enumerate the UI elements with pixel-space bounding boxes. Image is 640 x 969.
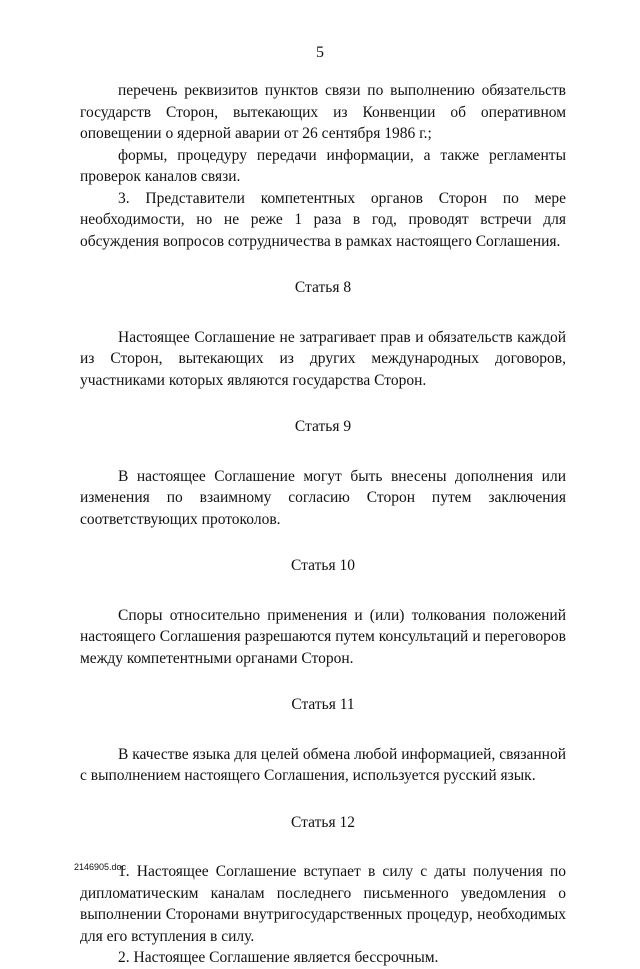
paragraph: Настоящее Соглашение не затрагивает прав и обязательств каждой из Сторон, вытекающих из других международных договоров, участниками которых являются государства Сторон. — [80, 328, 566, 389]
paragraph: 3. Представители компетентных органов Сторон по мере необходимости, но не реже 1 раза в год, проводят встречи для обсуждения вопросов сотрудничества в рамках настоящего Соглашения. — [80, 189, 566, 250]
article-heading: Статья 12 — [291, 813, 355, 831]
file-name-footer: 2146905.doc — [74, 862, 127, 872]
page-number: 5 — [316, 44, 324, 61]
article-heading: Статья 9 — [294, 418, 352, 435]
paragraph: перечень реквизитов пунктов связи по выполнению обязательств государств Сторон, вытекающих из Конвенции об оперативном оповещении о ядерной аварии от 26 сентября 1986 г.; — [80, 82, 566, 142]
article-heading: Статья 8 — [294, 279, 352, 296]
paragraph: 2. Настоящее Соглашение является бессрочным. — [118, 949, 439, 966]
article-heading: Статья 10 — [291, 557, 355, 574]
paragraph: Споры относительно применения и (или) толкования положений настоящего Соглашения разрешаются путем консультаций и переговоров между компетентными органами Сторон. — [80, 606, 566, 667]
document-body — [80, 80, 566, 969]
paragraph: В качестве языка для целей обмена любой информацией, связанной с выполнением настоящего Соглашения, используется русский язык. — [80, 745, 566, 784]
paragraph: В настоящее Соглашение могут быть внесены дополнения или изменения по взаимному согласию Сторон путем заключения соответствующих протоколов. — [80, 467, 566, 528]
paragraph: формы, процедуру передачи информации, а также регламенты проверок каналов связи. — [80, 146, 566, 185]
paragraph: 1. Настоящее Соглашение вступает в силу с даты получения по дипломатическим каналам последнего письменного уведомления о выполнении Сторонами внутригосударственных процедур, необходимых для его вступления в силу. — [80, 863, 566, 945]
article-heading: Статья 11 — [291, 696, 355, 713]
